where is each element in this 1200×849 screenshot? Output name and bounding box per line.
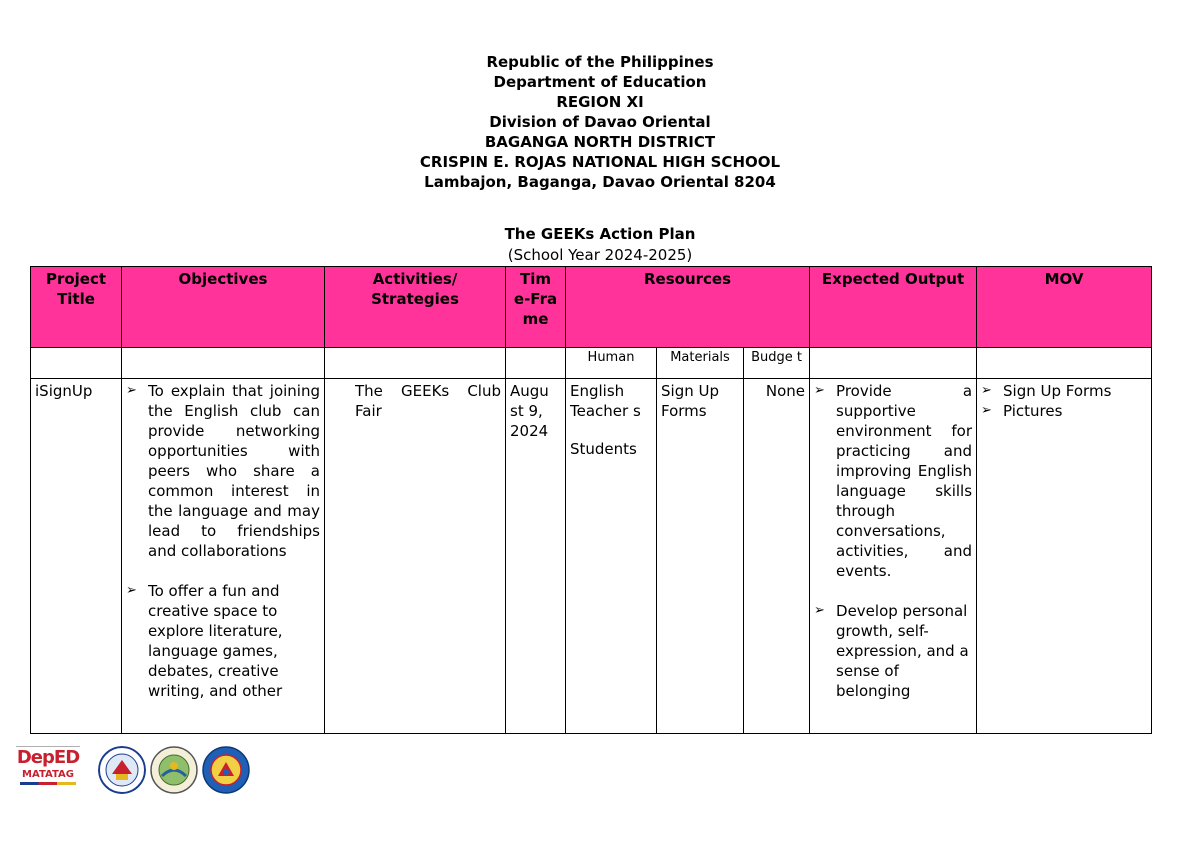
- letterhead: [0, 52, 1200, 192]
- mov-item: ➢ Sign Up Forms: [981, 382, 1112, 400]
- table-subheader-row: [31, 348, 1152, 379]
- objective-item: ➢ To explain that joining the English club can provide networking opportunities with peers who share a common interest in the language and may lead to friendships and collaborations: [126, 382, 320, 560]
- cell-activities: The GEEKs Club Fair: [325, 379, 506, 734]
- header-line-6: CRISPIN E. ROJAS NATIONAL HIGH SCHOOL: [419, 153, 781, 171]
- division-seal-icon: [150, 746, 198, 794]
- school-seal-icon: [202, 746, 250, 794]
- subheader-budget: Budge t: [744, 348, 810, 379]
- deped-seal-icon: [98, 746, 146, 794]
- human-resource-1: English Teacher s: [570, 382, 641, 420]
- arrow-bullet-icon: ➢: [126, 583, 137, 598]
- arrow-bullet-icon: ➢: [814, 603, 825, 618]
- cell-project-title: iSignUp: [31, 379, 122, 734]
- header-line-4: Division of Davao Oriental: [489, 113, 711, 131]
- subheader-human: Human: [566, 348, 657, 379]
- table-row: [31, 379, 1152, 734]
- header-project-title: Project Title: [31, 267, 122, 348]
- header-activities: Activities/ Strategies: [325, 267, 506, 348]
- header-line-3: REGION XI: [556, 93, 644, 111]
- expected-output-item: ➢ Develop personal growth, self-expression, and a sense of belonging: [814, 602, 969, 700]
- cell-budget: None: [744, 379, 810, 734]
- header-resources: Resources: [566, 267, 810, 348]
- footer-logos: [14, 744, 284, 794]
- plan-title: The GEEKs Action Plan: [504, 225, 696, 243]
- arrow-bullet-icon: ➢: [814, 383, 825, 398]
- header-mov: MOV: [977, 267, 1152, 348]
- cell-objectives: [122, 379, 325, 734]
- objective-item: ➢ To offer a fun and creative space to explore literature, language games, debates, creative writing, and other: [126, 582, 283, 700]
- arrow-bullet-icon: ➢: [126, 383, 137, 398]
- cell-human: [566, 379, 657, 734]
- cell-materials: Sign Up Forms: [657, 379, 744, 734]
- deped-logo-icon: DepED MATATAG: [14, 746, 82, 792]
- header-objectives: Objectives: [122, 267, 325, 348]
- human-resource-2: Students: [570, 440, 637, 458]
- cell-mov: [977, 379, 1152, 734]
- plan-subtitle: (School Year 2024-2025): [507, 246, 693, 264]
- header-line-1: Republic of the Philippines: [486, 53, 714, 71]
- header-line-5: BAGANGA NORTH DISTRICT: [484, 133, 716, 151]
- subheader-materials: Materials: [657, 348, 744, 379]
- table-header-row: [31, 267, 1152, 348]
- mov-item: ➢ Pictures: [981, 402, 1063, 420]
- action-plan-table: [30, 266, 1152, 734]
- arrow-bullet-icon: ➢: [981, 383, 992, 398]
- header-line-7: Lambajon, Baganga, Davao Oriental 8204: [424, 173, 776, 191]
- header-expected-output: Expected Output: [810, 267, 977, 348]
- expected-output-item: ➢ Provide a supportive environment for practicing and improving English language skills through conversations, activities, and events.: [814, 382, 973, 580]
- arrow-bullet-icon: ➢: [981, 403, 992, 418]
- cell-timeframe: Augu st 9, 2024: [506, 379, 566, 734]
- header-line-2: Department of Education: [493, 73, 707, 91]
- header-timeframe: Tim e-Fra me: [506, 267, 566, 348]
- cell-expected-output: [810, 379, 977, 734]
